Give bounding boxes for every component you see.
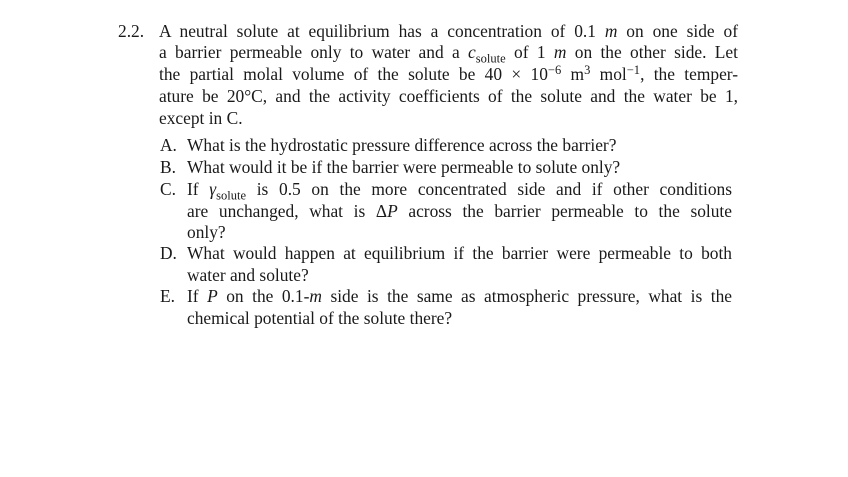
subscript-solute: solute (216, 188, 247, 203)
exponent: 3 (584, 62, 591, 77)
unit-molal: m (309, 286, 322, 306)
part-c-label: C. (160, 179, 176, 199)
part-d-line-2: water and solute? (187, 265, 309, 285)
symbol-gamma: γ (209, 179, 217, 199)
symbol-c: c (468, 42, 476, 62)
unit-molal: m (604, 21, 618, 41)
text-run: A neutral solute at equilibrium has a concentration of 0.1 (159, 21, 605, 41)
part-a-text: What is the hydrostatic pressure difference across the barrier? (187, 135, 617, 155)
part-d-label: D. (160, 243, 177, 263)
symbol-p: P (207, 286, 218, 306)
part-b-label: B. (160, 157, 176, 177)
exponent: −1 (626, 62, 641, 77)
problem-number: 2.2. (118, 21, 145, 41)
part-b-text: What would it be if the barrier were permeable to solute only? (187, 157, 621, 177)
part-d-line-1: What would happen at equilibrium if the barrier were permeable to both (187, 243, 732, 263)
intro-line-2 (159, 41, 738, 66)
part-e-line-1 (187, 285, 732, 307)
part-c-line-2 (187, 200, 732, 222)
text-run: on the 0.1- (217, 286, 310, 306)
text-run: If (187, 179, 210, 199)
text-run: are unchanged, what is Δ (187, 201, 388, 221)
part-c-line-1 (187, 178, 732, 203)
symbol-p: P (387, 201, 398, 221)
text-run: on one side of (617, 21, 738, 41)
text-run: If (187, 286, 208, 306)
part-e-label: E. (160, 286, 175, 306)
intro-line-5: except in C. (159, 108, 243, 128)
intro-line-1 (159, 20, 738, 42)
intro-line-4: ature be 20°C, and the activity coefficients of the solute and the water be 1, (159, 86, 738, 106)
part-a-label: A. (160, 135, 177, 155)
intro-line-3 (159, 63, 738, 85)
text-run: a barrier permeable only to water and a (159, 42, 469, 62)
text-run: side is the same as atmospheric pressure, what is the (321, 286, 732, 306)
exponent: −6 (547, 62, 562, 77)
text-run: on the other side. Let (566, 42, 738, 62)
text-run: the partial molal volume of the solute be 40 × 10 (159, 64, 548, 84)
text-run: of 1 (505, 42, 554, 62)
text-run: m (561, 64, 585, 84)
text-run: , the temper- (640, 64, 739, 84)
text-run: mol (590, 64, 627, 84)
subscript-solute: solute (475, 51, 506, 66)
text-run: across the barrier permeable to the solute (397, 201, 732, 221)
unit-molal: m (553, 42, 567, 62)
part-c-line-3: only? (187, 222, 226, 242)
part-e-line-2: chemical potential of the solute there? (187, 308, 453, 328)
text-run: is 0.5 on the more concentrated side and if other conditions (246, 179, 732, 199)
